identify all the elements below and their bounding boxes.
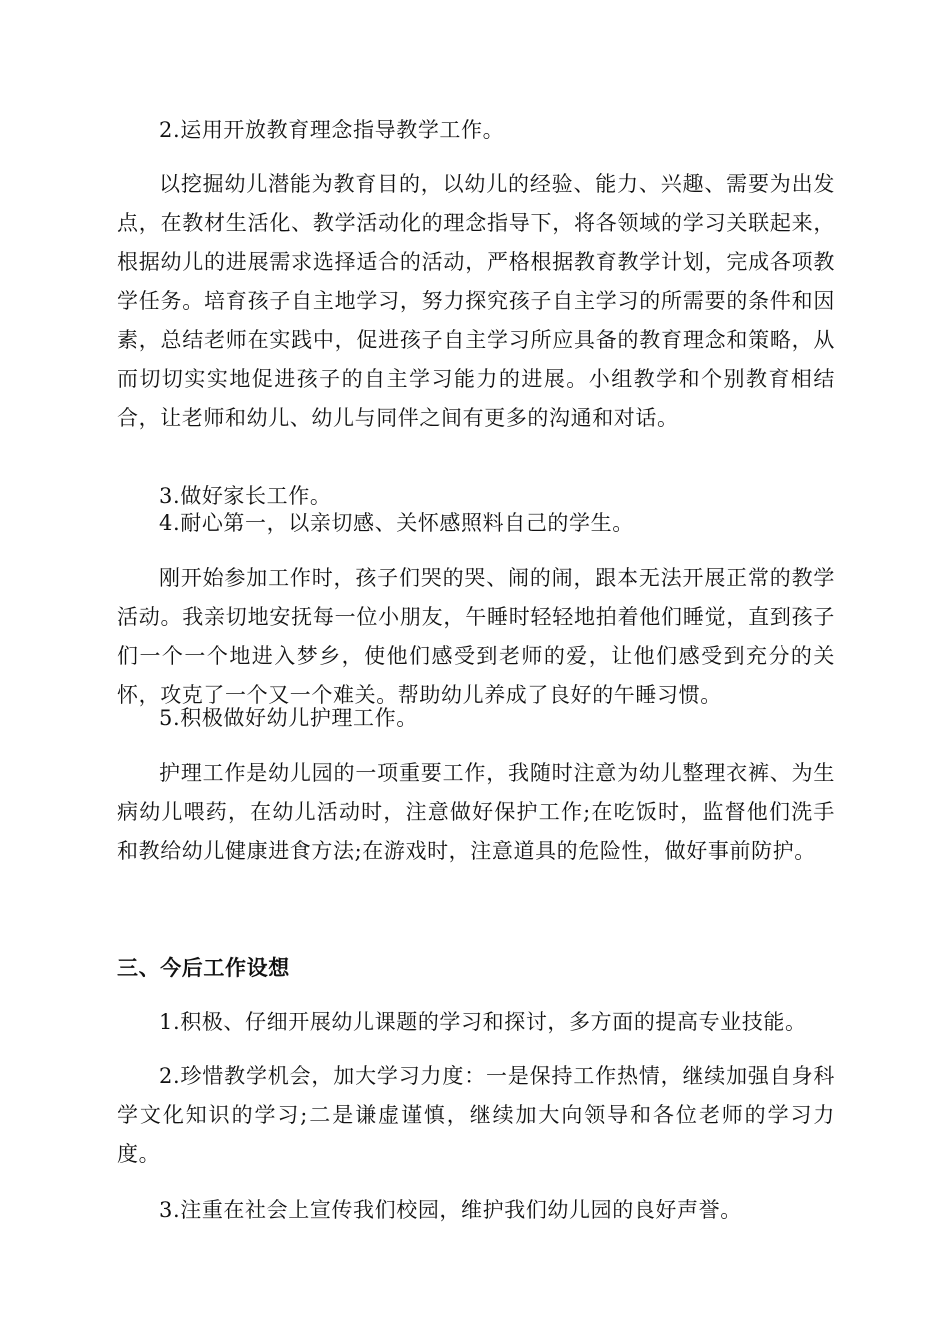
plan-item-3: 3.注重在社会上宣传我们校园，维护我们幼儿园的良好声誉。 (159, 1198, 742, 1222)
plan-item-1: 1.积极、仔细开展幼儿课题的学习和探讨，多方面的提高专业技能。 (159, 1010, 807, 1034)
document-page (117, 0, 835, 1344)
plan-item-2: 2.珍惜教学机会，加大学习力度：一是保持工作热情，继续加强自身科学文化知识的学习;二是谦虚谨慎，继续加大向领导和各位老师的学习力度。 (117, 1064, 835, 1166)
item-4: 4.耐心第一，以亲切感、关怀感照料自己的学生。 (159, 511, 634, 535)
section-heading: 三、今后工作设想 (117, 956, 290, 980)
paragraph-patience: 刚开始参加工作时，孩子们哭的哭、闹的闹，跟本无法开展正常的教学活动。我亲切地安抚每一位小朋友，午睡时轻轻地拍着他们睡觉，直到孩子们一个一个地进入梦乡，使他们感受到老师的爱，让他们感受到充分的关怀，攻克了一个又一个难关。帮助幼儿养成了良好的午睡习惯。 (117, 566, 835, 707)
paragraph-care-work: 护理工作是幼儿园的一项重要工作，我随时注意为幼儿整理衣裤、为生病幼儿喂药，在幼儿活动时，注意做好保护工作;在吃饭时，监督他们洗手和教给幼儿健康进食方法;在游戏时，注意道具的危险性，做好事前防护。 (117, 761, 835, 863)
item-2: 2.运用开放教育理念指导教学工作。 (159, 118, 505, 142)
item-3: 3.做好家长工作。 (159, 484, 332, 508)
paragraph-teaching-philosophy: 以挖掘幼儿潜能为教育目的，以幼儿的经验、能力、兴趣、需要为出发点，在教材生活化、教学活动化的理念指导下，将各领域的学习关联起来，根据幼儿的进展需求选择适合的活动，严格根据教育教学计划，完成各项教学任务。培育孩子自主地学习，努力探究孩子自主学习的所需要的条件和因素，总结老师在实践中，促进孩子自主学习所应具备的教育理念和策略，从而切切实实地促进孩子的自主学习能力的进展。小组教学和个别教育相结合，让老师和幼儿、幼儿与同伴之间有更多的沟通和对话。 (117, 172, 835, 430)
item-5: 5.积极做好幼儿护理工作。 (159, 706, 418, 730)
